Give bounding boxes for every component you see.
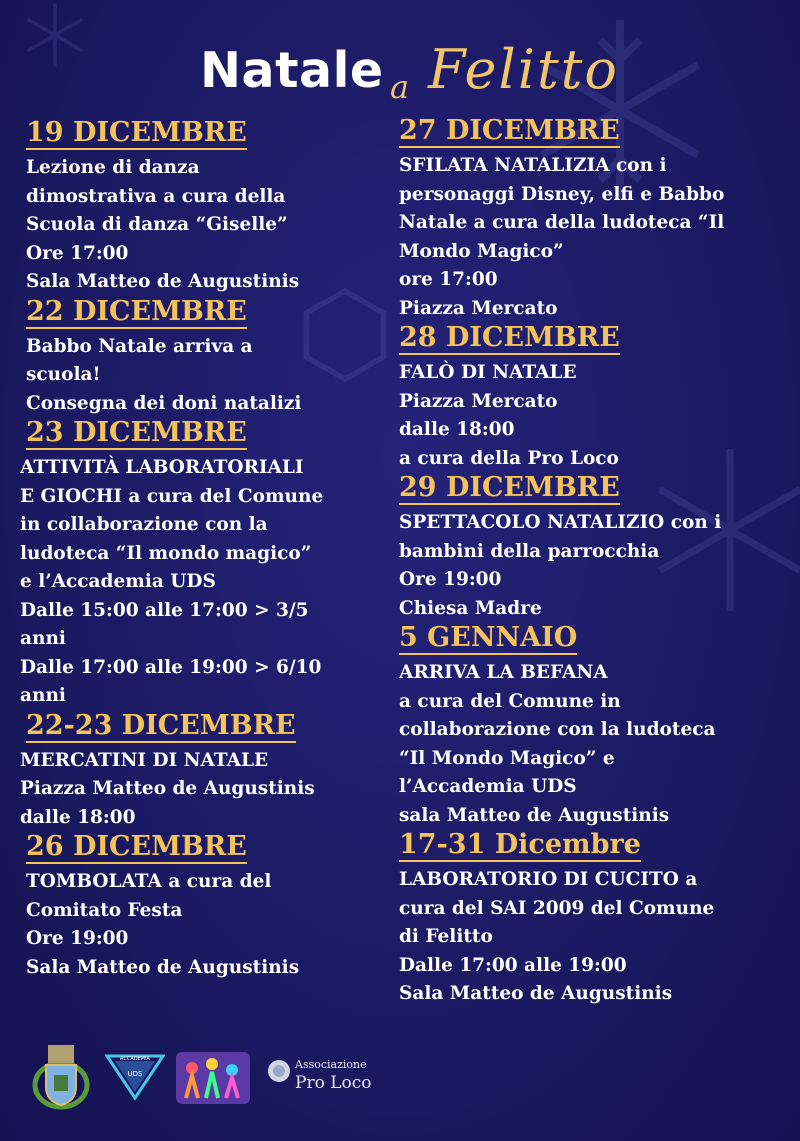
event-line: dalle 18:00 [20,806,136,828]
event-date: 5 GENNAIO [399,622,578,653]
event-line: Babbo Natale arriva a [26,335,253,357]
event-26-dicembre [20,832,380,982]
event-line: Dalle 17:00 alle 19:00 [399,954,627,976]
proloco-small-text: Associazione [295,1058,367,1071]
event-line: ARRIVA LA BEFANA [399,662,608,683]
event-line: collaborazione con la ludoteca [399,719,716,740]
event-line: Natale a cura della ludoteca “Il [399,212,725,233]
event-line: ATTIVITÀ LABORATORIALI [20,457,304,478]
snowflake-icon [20,0,90,70]
title-connector: a [390,68,410,106]
event-line: Chiesa Madre [399,597,542,619]
event-line: di Felitto [399,926,493,947]
event-line: scuola! [26,364,101,385]
event-line: Lezione di danza [26,157,200,178]
event-line: Ore 19:00 [399,569,502,590]
event-line: Dalle 15:00 alle 17:00 > 3/5 [20,599,309,621]
event-23-dicembre [20,418,380,711]
event-date: 28 DICEMBRE [399,322,620,353]
event-line: bambini della parrocchia [399,540,660,562]
event-line: cura del SAI 2009 del Comune [399,897,715,919]
event-22-23-dicembre [20,711,380,833]
event-line: LABORATORIO DI CUCITO a [399,869,698,890]
event-date: 27 DICEMBRE [399,115,620,146]
right-column [393,116,793,1009]
event-line: E GIOCHI a cura del Comune [20,485,324,507]
accademia-label: ACCADEMIA [120,1056,150,1062]
event-line: Mondo Magico” [399,240,564,262]
event-17-31-dicembre [393,830,793,1009]
event-line: ore 17:00 [399,269,498,290]
event-date: 17-31 Dicembre [399,829,641,860]
title-script: Felitto [428,38,619,101]
event-5-gennaio [393,623,793,830]
left-column [20,118,380,982]
event-line: anni [20,628,66,649]
accademia-short: UDS [127,1070,143,1078]
event-line: dimostrativa a cura della [26,185,286,207]
event-line: Dalle 17:00 alle 19:00 > 6/10 [20,656,322,678]
event-line: SFILATA NATALIZIA con i [399,155,667,176]
event-line: Piazza Mercato [399,297,558,319]
event-22-dicembre [20,297,380,419]
event-line: Comitato Festa [26,899,183,921]
accademia-uds-logo [105,1052,165,1102]
event-line: MERCATINI DI NATALE [20,749,269,771]
proloco-label [295,1058,371,1093]
page-title [200,38,620,118]
event-line: Piazza Mercato [399,390,558,412]
comune-crest-logo [30,1035,92,1115]
event-line: a cura della Pro Loco [399,447,619,469]
event-line: SPETTACOLO NATALIZIO con i [399,512,722,533]
event-date: 26 DICEMBRE [26,831,247,862]
ludoteca-dancers-logo [172,1048,254,1108]
event-line: Ore 19:00 [26,928,129,949]
event-line: anni [20,685,66,706]
event-line: a cura del Comune in [399,690,621,712]
proloco-big-text: Pro Loco [295,1073,372,1093]
event-line: FALÒ DI NATALE [399,362,577,383]
event-line: Consegna dei doni natalizi [26,392,302,414]
event-line: “Il Mondo Magico” e [399,747,615,769]
event-line: in collaborazione con la [20,514,268,535]
event-date: 19 DICEMBRE [26,117,247,148]
event-29-dicembre [393,473,793,623]
event-line: Piazza Matteo de Augustinis [20,778,315,799]
event-line: TOMBOLATA a cura del [26,871,272,892]
event-line: Scuola di danza “Giselle” [26,214,288,235]
event-line: Sala Matteo de Augustinis [399,983,673,1004]
event-line: ludoteca “Il mondo magico” [20,542,312,564]
event-line: sala Matteo de Augustinis [399,804,670,826]
event-date: 22 DICEMBRE [26,295,247,327]
event-line: Ore 17:00 [26,242,129,264]
event-line: personaggi Disney, elfi e Babbo [399,183,725,205]
event-line: dalle 18:00 [399,419,515,440]
event-line: e l’Accademia UDS [20,571,216,592]
event-line: Sala Matteo de Augustinis [26,956,300,978]
event-line: Sala Matteo de Augustinis [26,271,300,292]
event-date: 29 DICEMBRE [399,472,620,503]
event-27-dicembre [393,116,793,323]
event-28-dicembre [393,323,793,473]
event-line: l’Accademia UDS [399,776,577,797]
event-19-dicembre [20,118,380,297]
event-date: 22-23 DICEMBRE [26,709,296,741]
title-main: Natale [200,42,384,99]
event-date: 23 DICEMBRE [26,417,247,448]
proloco-logo-icon [266,1058,292,1084]
